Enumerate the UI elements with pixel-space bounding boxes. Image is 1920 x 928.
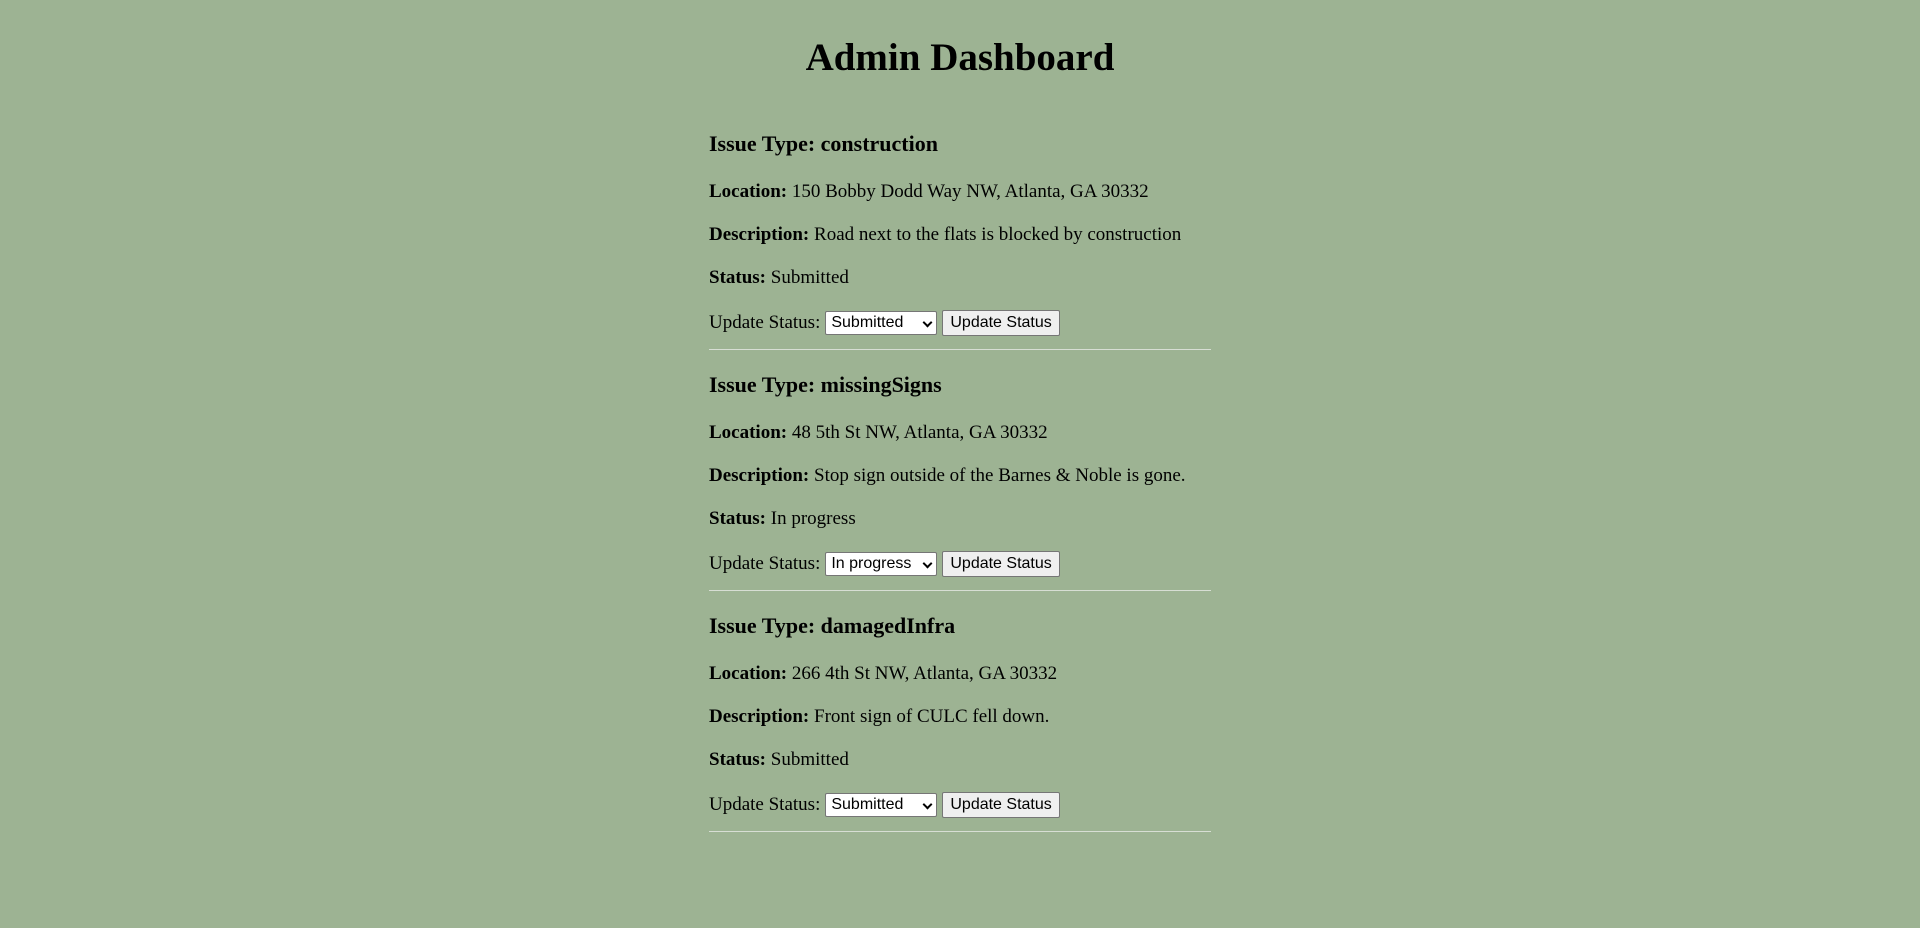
chevron-down-icon	[923, 318, 933, 328]
chevron-down-icon	[923, 559, 933, 569]
status-select-value: In progress	[831, 555, 912, 572]
status-label: Status:	[709, 749, 767, 770]
update-status-label: Update Status:	[709, 553, 821, 574]
issue-type-prefix: Issue Type:	[709, 372, 821, 397]
divider	[709, 590, 1211, 591]
page-title: Admin Dashboard	[805, 36, 1115, 79]
status-select[interactable]	[825, 793, 937, 817]
issue-type-value: damagedInfra	[820, 613, 956, 638]
issue-type-heading	[709, 612, 955, 640]
description-label: Description:	[709, 224, 810, 245]
location-label: Location:	[709, 422, 788, 443]
description-label: Description:	[709, 706, 810, 727]
description-label: Description:	[709, 465, 810, 486]
issue-status	[709, 748, 849, 772]
status-select-value: Submitted	[831, 796, 904, 813]
issue-description	[709, 464, 1186, 488]
status-value: Submitted	[770, 749, 849, 770]
location-label: Location:	[709, 663, 788, 684]
update-status-button[interactable]: Update Status	[942, 792, 1059, 818]
status-select[interactable]	[825, 311, 937, 335]
status-select-value: Submitted	[831, 314, 904, 331]
update-status-row	[709, 310, 1060, 336]
issue-card	[709, 369, 1211, 610]
description-value: Stop sign outside of the Barnes & Noble is gone.	[814, 465, 1186, 486]
issue-card	[709, 128, 1211, 369]
issue-type-value: missingSigns	[820, 372, 942, 397]
description-value: Front sign of CULC fell down.	[814, 706, 1050, 727]
issue-status	[709, 266, 849, 290]
issue-type-prefix: Issue Type:	[709, 613, 821, 638]
chevron-down-icon	[923, 800, 933, 810]
issue-description	[709, 223, 1181, 247]
update-status-label: Update Status:	[709, 312, 821, 333]
location-value: 48 5th St NW, Atlanta, GA 30332	[791, 422, 1048, 443]
issue-type-value: construction	[820, 131, 938, 156]
location-label: Location:	[709, 181, 788, 202]
update-status-row	[709, 551, 1060, 577]
issue-location	[709, 421, 1048, 445]
issue-card	[709, 610, 1211, 851]
issue-description	[709, 705, 1049, 729]
description-value: Road next to the flats is blocked by construction	[814, 224, 1182, 245]
status-value: Submitted	[770, 267, 849, 288]
divider	[709, 831, 1211, 832]
status-label: Status:	[709, 267, 767, 288]
location-value: 150 Bobby Dodd Way NW, Atlanta, GA 30332	[791, 181, 1149, 202]
issue-location	[709, 662, 1057, 686]
divider	[709, 349, 1211, 350]
issue-type-prefix: Issue Type:	[709, 131, 821, 156]
issue-list	[709, 128, 1211, 851]
issue-status	[709, 507, 856, 531]
status-label: Status:	[709, 508, 767, 529]
status-select[interactable]	[825, 552, 937, 576]
update-status-label: Update Status:	[709, 794, 821, 815]
status-value: In progress	[770, 508, 856, 529]
update-status-button[interactable]: Update Status	[942, 551, 1059, 577]
issue-location	[709, 180, 1149, 204]
location-value: 266 4th St NW, Atlanta, GA 30332	[791, 663, 1058, 684]
update-status-button[interactable]: Update Status	[942, 310, 1059, 336]
update-status-row	[709, 792, 1060, 818]
issue-type-heading	[709, 371, 942, 399]
issue-type-heading	[709, 130, 938, 158]
